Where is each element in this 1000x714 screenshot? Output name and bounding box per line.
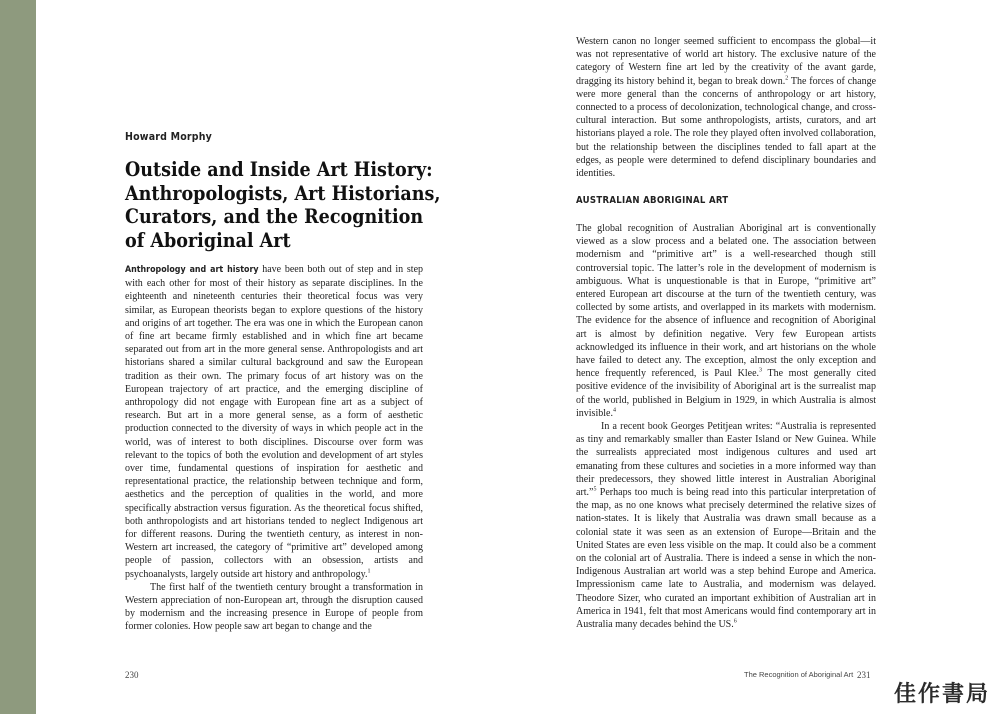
page-number-left: 230 xyxy=(125,670,139,680)
paragraph-4 xyxy=(576,420,876,631)
book-spine xyxy=(0,0,36,714)
lead-in: Anthropology and art history xyxy=(125,265,259,275)
continued-paragraph-part-a: Western canon no longer seemed sufficient to encompass the global—it was not representative of world art history. The exclusive nature of the category of Western fine art led by the creativity of the avant garde, dragging its history behind it, began to break down. xyxy=(576,36,876,87)
section-heading: AUSTRALIAN ABORIGINAL ART xyxy=(576,195,729,206)
paragraph-1 xyxy=(125,263,423,581)
paragraph-4-part-a: In a recent book Georges Petitjean writes: “Australia is represented as tiny and remarkably smaller than Easter Island or New Guinea. While the surrealists appreciated most indigenous cultures and used art emanating from these cultures and societies in a more informed way than their predecessors, they showed little interest in Australian Aboriginal art.” xyxy=(576,421,876,499)
left-page xyxy=(36,0,500,714)
author-name: Howard Morphy xyxy=(125,131,213,143)
right-bottom-text xyxy=(576,222,876,631)
paragraph-1-text: have been both out of step and in step with each other for most of their history as separate disciplines. In the eighteenth and nineteenth centuries their theoretical focus was very similar, as European theorists began to explore questions of the history and origins of art together. The era was one in which the European canon of fine art became firmly established and in which fine art became separated out from art in the more general sense. Anthropologists and art historians shared a similar cultural background and saw the European tradition as their own. The primary focus of art history was on the European trajectory of art practice, and the emerging discipline of anthropology did not engage with European fine art as a subject of research. But art in a more general sense, as a form of aesthetic production connected to the diversity of ways in which people act in the world, was of interest to both disciplines. Discourse over form was relevant to the topics of both the evolution and development of art styles over time, fundamental questions of inspiration for aesthetic and representational practice, the relationship between technique and form, aesthetics and the perception of qualities in the world, and more specifically abstraction versus figuration. As the theoretical focus shifted, both anthropologists and art historians tended to neglect Indigenous art for different reasons. During the twentieth century, as interest in non-Western art increased, the category of “primitive art” developed among people of passion, collectors with an obsession, artists and psychoanalysts, largely outside art history and anthropology. xyxy=(125,264,424,580)
footnote-ref-2: 2 xyxy=(785,75,789,82)
running-head: The Recognition of Aboriginal Art xyxy=(744,670,854,679)
footnote-ref-1: 1 xyxy=(367,568,371,575)
page-number-right: 231 xyxy=(857,670,871,680)
continued-paragraph-part-b: The forces of change were more general than the concerns of anthropology or art history, connected to a process of decolonization, technological change, and cross-cultural interaction. But some anthropologists, artists, curators, and art historians played a role. The role they played often involved collaboration, but the relationship between the disciplines tended to fall apart at the edges, as people were determined to defend disciplinary boundaries and identities. xyxy=(576,75,877,180)
paragraph-2: The first half of the twentieth century brought a transformation in Western appreciation of non-European art, through the disruption caused by modernism and the increasing presence in Europe of people from former colonies. How people saw art began to change and the xyxy=(125,581,423,633)
continued-paragraph xyxy=(576,35,876,180)
chapter-title: Outside and Inside Art History: Anthropologists, Art Historians, Curators, and the Recognition of Aboriginal Art xyxy=(125,158,441,252)
paragraph-3 xyxy=(576,222,876,420)
footnote-ref-5: 5 xyxy=(593,486,597,493)
paragraph-3-part-b: The most generally cited positive evidence of the invisibility of Aboriginal art is the surrealist map of the world, published in Belgium in 1929, in which Australia is almost invisible. xyxy=(576,368,877,419)
right-page xyxy=(500,0,1000,714)
footnote-ref-4: 4 xyxy=(612,407,616,414)
left-body-text xyxy=(125,263,423,634)
paragraph-3-part-a: The global recognition of Australian Aboriginal art is conventionally viewed as a slow process and a belated one. The association between modernism and “primitive art” is a well-researched though still controversial topic. The latter’s role in the development of modernism is ambiguous. What is unquestionable is that in Europe, “primitive art” entered European art discourse at the turn of the twentieth century, was collected by some artists, and overlapped in its markets with modernism. The evidence for the absence of influence and recognition of Aboriginal art is almost by definition negative. Very few European artists acknowledged its influence in their work, and art historians on the whole have failed to detect any. The exception, almost the only exception and hence frequently referenced, is Paul Klee. xyxy=(576,223,876,380)
right-top-text xyxy=(576,35,876,180)
footnote-ref-3: 3 xyxy=(759,367,763,374)
publisher-watermark-logo: 佳作書局 xyxy=(893,682,990,707)
paragraph-4-part-b: Perhaps too much is being read into this particular interpretation of the map, as no one knows what precisely determined the relative sizes of nation-states. It is likely that Australia was drawn small because as a colonial state it was seen as an extension of Europe—Britain and the United States are even less visible on the map. It could also be a comment on the colonial art of Australia. There is indeed a sense in which the non-Indigenous Australian art world was a step behind Europe and America. Impressionism came late to Australia, and modernism was delayed. Theodore Sizer, who curated an important exhibition of Australian art in America in 1941, felt that most Americans would find contemporary art in Australia many decades behind the US. xyxy=(576,487,876,631)
footnote-ref-6: 6 xyxy=(733,618,737,625)
